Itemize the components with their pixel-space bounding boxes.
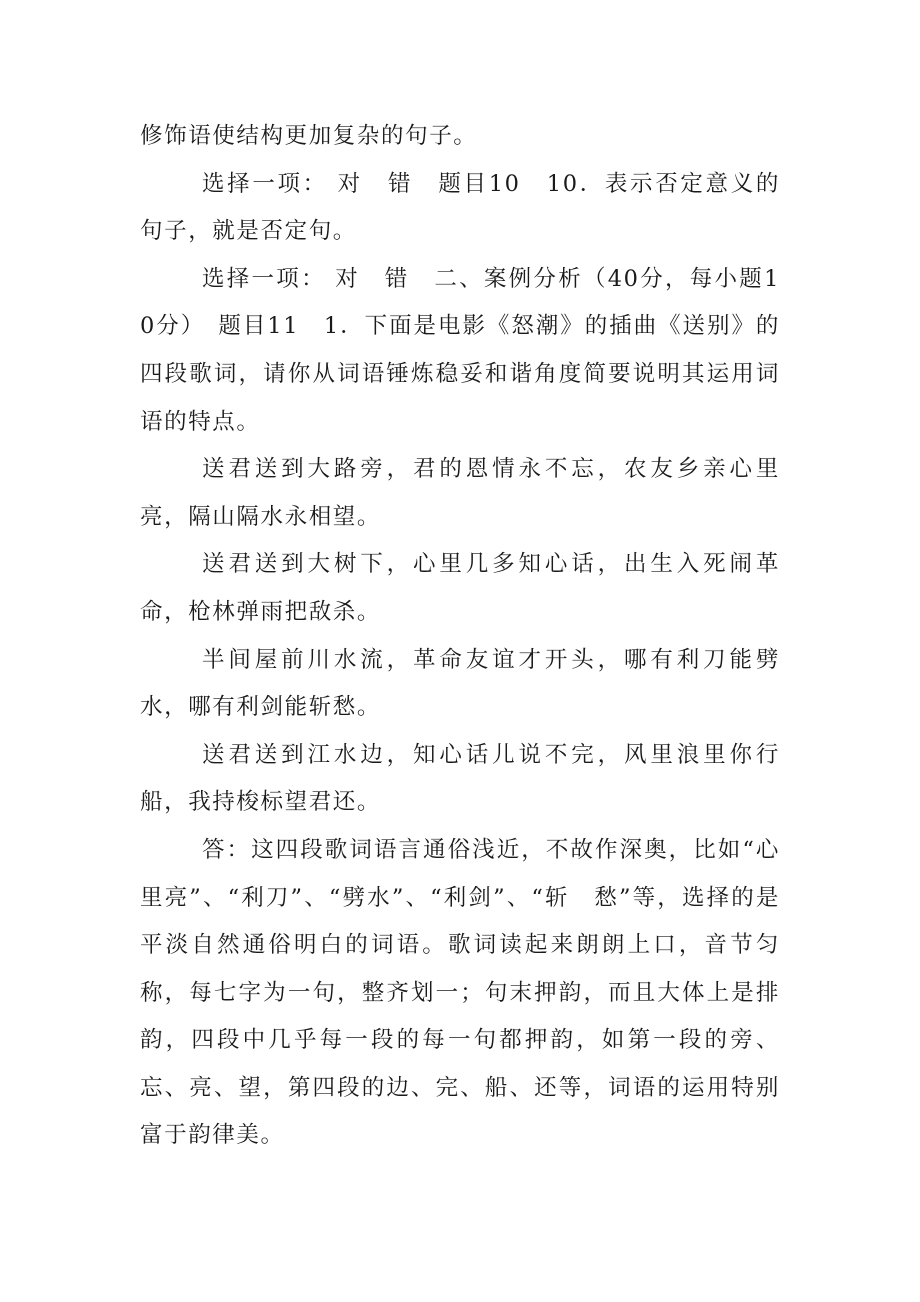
paragraph-case-analysis-question-11: 选择一项： 对 错 二、案例分析（40分，每小题10分） 题目11 1．下面是电影《怒潮》的插曲《送别》的四段歌词，请你从词语锤炼稳妥和谐角度简要说明其运用词语的特点。 bbox=[140, 265, 780, 435]
paragraph-continuation: 修饰语使结构更加复杂的句子。 bbox=[140, 123, 478, 149]
lyrics-stanza-3: 半间屋前川水流，革命友谊才开头，哪有利刀能劈水，哪有利剑能斩愁。 bbox=[140, 646, 780, 721]
lyrics-stanza-4: 送君送到江水边，知心话儿说不完，风里浪里你行船，我持梭标望君还。 bbox=[140, 741, 780, 816]
document-page bbox=[140, 113, 780, 1160]
lyrics-stanza-2: 送君送到大树下，心里几多知心话，出生入死闹革命，枪林弹雨把敌杀。 bbox=[140, 551, 780, 625]
paragraph-question-10: 选择一项： 对 错 题目10 10．表示否定意义的句子，就是否定句。 bbox=[140, 170, 780, 245]
lyrics-stanza-1: 送君送到大路旁，君的恩情永不忘，农友乡亲心里亮，隔山隔水永相望。 bbox=[140, 456, 780, 530]
answer-paragraph: 答：这四段歌词语言通俗浅近，不故作深奥，比如“心里亮”、“利刀”、“劈水”、“利剑”、“斩 愁”等，选择的是平淡自然通俗明白的词语。歌词读起来朗朗上口，音节匀称，每七字为一句，整齐划一；句末押韵，而且大体上是排韵，四段中几乎每一段的每一句都押韵，如第一段的旁、忘、亮、望，第四段的边、完、船、还等，词语的运用特别富于韵律美。 bbox=[140, 836, 780, 1149]
